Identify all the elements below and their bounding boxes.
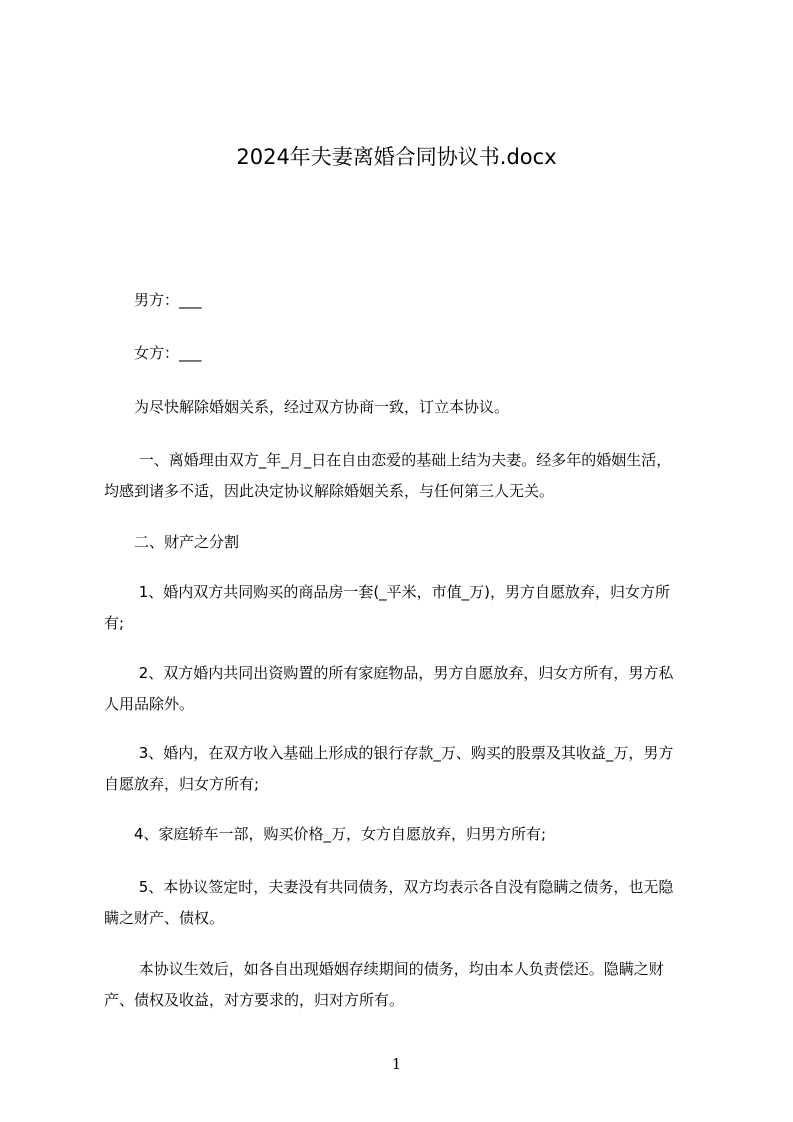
document-title: 2024年夫妻离婚合同协议书.docx [236,145,557,169]
paragraph-line: 2、双方婚内共同出资购置的所有家庭物品，男方自愿放弃，归女方所有，男方私 [104,664,674,682]
paragraph-line: 人用品除外。 [104,695,195,713]
intro-paragraph [104,392,714,423]
paragraph-line: 自愿放弃，归女方所有; [104,775,260,793]
clause-2-heading [104,527,714,558]
paragraph-line: 女方：___ [104,344,202,362]
paragraph-line: 5、本协议签定时，夫妻没有共同债务，双方均表示各自没有隐瞒之债务，也无隐 [104,878,674,896]
paragraph-line: 一、离婚理由双方_年_月_日在自由恋爱的基础上结为夫妻。经多年的婚姻生活， [104,451,672,469]
paragraph-line: 产、债权及收益，对方要求的，归对方所有。 [104,991,405,1009]
page-number: 1 [391,1055,402,1073]
property-item-4 [104,819,714,850]
paragraph-line: 有; [104,614,125,632]
paragraph-line: 4、家庭轿车一部，购买价格_万，女方自愿放弃，归男方所有; [104,825,547,843]
property-item-1 [104,577,714,639]
paragraph-line: 3、婚内，在双方收入基础上形成的银行存款_万、购买的股票及其收益_万，男方 [104,744,674,762]
clause-1-paragraph [104,445,714,507]
property-item-5 [104,872,714,934]
paragraph-line: 均感到诸多不适，因此决定协议解除婚姻关系，与任何第三人无关。 [104,482,555,500]
property-item-3 [104,738,714,800]
property-item-2 [104,658,714,720]
paragraph-line: 二、财产之分割 [104,533,240,551]
debt-clause-paragraph [104,954,714,1016]
paragraph-line: 1、婚内双方共同购买的商品房一套(_平米，市值_万)，男方自愿放弃，归女方所 [104,583,671,601]
male-party-line [104,285,714,316]
female-party-line [104,338,714,369]
paragraph-line: 为尽快解除婚姻关系，经过双方协商一致，订立本协议。 [104,398,510,416]
paragraph-line: 本协议生效后，如各自出现婚姻存续期间的债务，均由本人负责偿还。隐瞒之财 [104,960,664,978]
paragraph-line: 瞒之财产、债权。 [104,909,225,927]
paragraph-line: 男方：___ [104,291,202,309]
